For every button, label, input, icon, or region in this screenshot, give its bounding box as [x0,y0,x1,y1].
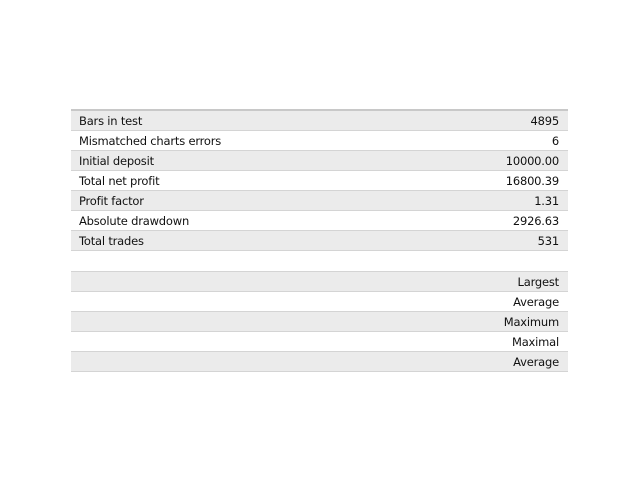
strategy-report [71,109,568,372]
stats-row-mismatched-charts-errors [71,131,568,151]
summary-label: Maximal [511,334,559,349]
stats-value: 531 [537,233,559,248]
summary-row-maximum [71,312,568,332]
table-spacer [71,251,568,271]
stats-label: Absolute drawdown [79,213,190,228]
stats-value: 6 [551,133,559,148]
summary-label: Largest [517,274,559,289]
stats-label: Total net profit [79,173,160,188]
summary-row-maximal [71,332,568,352]
summary-label: Average [513,354,559,369]
summary-table [71,271,568,372]
stats-value: 10000.00 [505,153,559,168]
stats-label: Total trades [79,233,144,248]
summary-label: Average [513,294,559,309]
stats-row-total-trades [71,231,568,251]
stats-label: Bars in test [79,113,143,128]
stats-table [71,109,568,251]
stats-value: 2926.63 [512,213,559,228]
stats-label: Mismatched charts errors [79,133,222,148]
summary-row-largest [71,272,568,292]
stats-value: 1.31 [534,193,559,208]
stats-value: 4895 [530,113,559,128]
stats-label: Initial deposit [79,153,154,168]
stats-row-absolute-drawdown [71,211,568,231]
summary-row-average-2 [71,352,568,372]
stats-row-bars-in-test [71,111,568,131]
summary-label: Maximum [503,314,559,329]
stats-value: 16800.39 [505,173,559,188]
stats-row-initial-deposit [71,151,568,171]
stats-label: Profit factor [79,193,144,208]
stats-row-total-net-profit [71,171,568,191]
summary-row-average [71,292,568,312]
stats-row-profit-factor [71,191,568,211]
